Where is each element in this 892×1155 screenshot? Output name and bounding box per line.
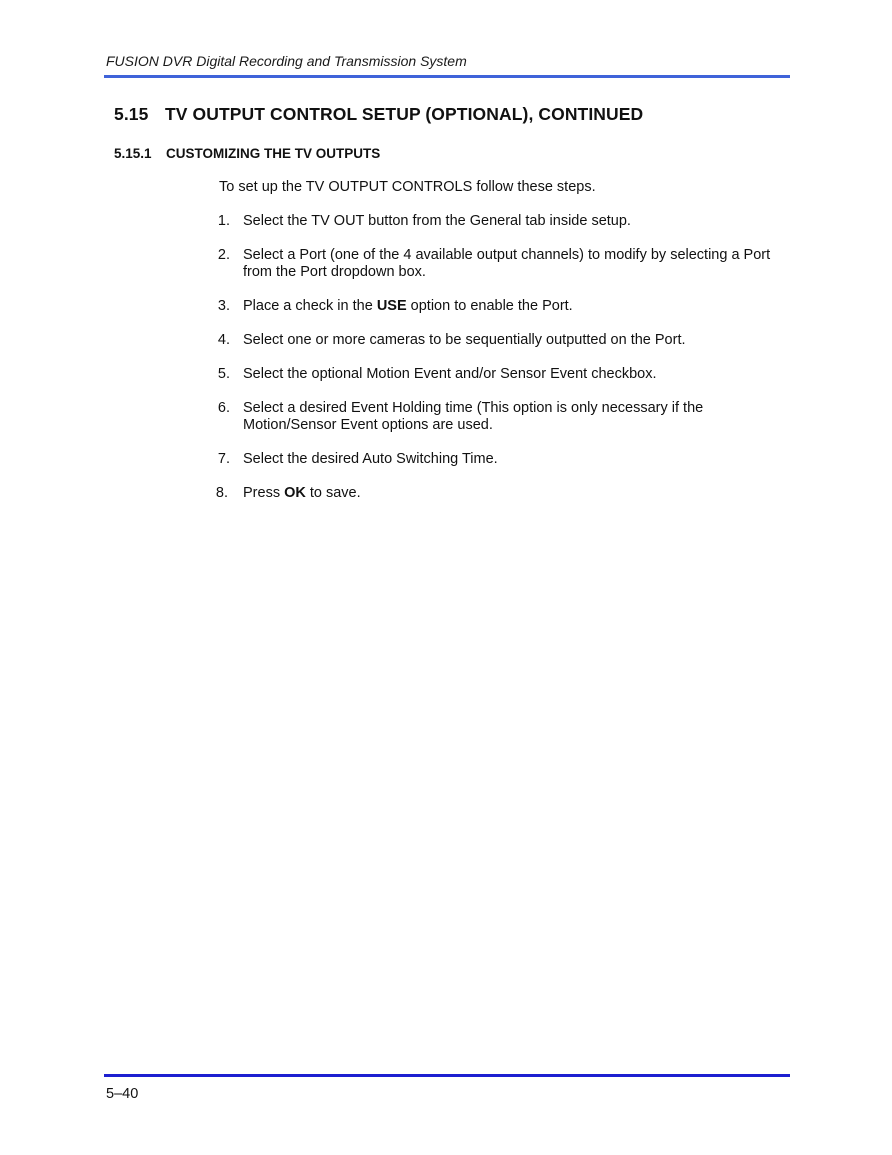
step-item	[214, 298, 784, 315]
step-text-before: Press	[243, 485, 285, 501]
step-text: Select a desired Event Holding time (This option is only necessary if the Motion/Sensor Event options are used.	[243, 400, 704, 433]
step-text-after: to save.	[305, 485, 361, 501]
step-number: 3.	[217, 298, 230, 314]
step-number: 4.	[217, 332, 230, 348]
step-text: Select the TV OUT button from the General tab inside setup.	[243, 213, 631, 229]
step-text: Select the desired Auto Switching Time.	[243, 451, 498, 467]
header-divider	[104, 75, 790, 78]
step-text	[243, 298, 573, 314]
subsection-number: 5.15.1	[114, 146, 152, 161]
step-text	[243, 485, 361, 501]
step-item	[214, 451, 784, 468]
step-text: Select the optional Motion Event and/or Sensor Event checkbox.	[243, 366, 657, 382]
footer-divider	[104, 1074, 790, 1077]
step-item	[214, 400, 784, 434]
step-text: Select one or more cameras to be sequentially outputted on the Port.	[243, 332, 686, 348]
step-number: 6.	[217, 400, 230, 416]
running-header: FUSION DVR Digital Recording and Transmission System	[106, 53, 467, 69]
step-item	[214, 213, 784, 230]
step-text: Select a Port (one of the 4 available output channels) to modify by selecting a Port from the Port dropdown box.	[243, 247, 771, 280]
step-text-after: option to enable the Port.	[406, 298, 573, 314]
step-number: 2.	[217, 247, 230, 263]
step-text-before: Place a check in the	[243, 298, 377, 314]
subsection-heading	[114, 146, 380, 161]
step-number: 1.	[217, 213, 230, 229]
step-item	[214, 366, 784, 383]
step-number: 7.	[217, 451, 230, 467]
step-number: 8.	[215, 485, 228, 501]
steps-list	[214, 213, 784, 519]
page-number: 5–40	[106, 1086, 139, 1102]
step-number: 5.	[217, 366, 230, 382]
section-number: 5.15	[114, 104, 149, 124]
step-item	[214, 485, 784, 502]
subsection-title: CUSTOMIZING THE TV OUTPUTS	[166, 146, 381, 161]
section-heading	[114, 104, 643, 125]
intro-paragraph: To set up the TV OUTPUT CONTROLS follow these steps.	[219, 179, 596, 195]
step-text-bold: OK	[284, 485, 306, 501]
section-title: TV OUTPUT CONTROL SETUP (OPTIONAL), CONTINUED	[165, 104, 644, 124]
step-item	[214, 332, 784, 349]
step-text-bold: USE	[376, 298, 407, 314]
step-item	[214, 247, 784, 281]
